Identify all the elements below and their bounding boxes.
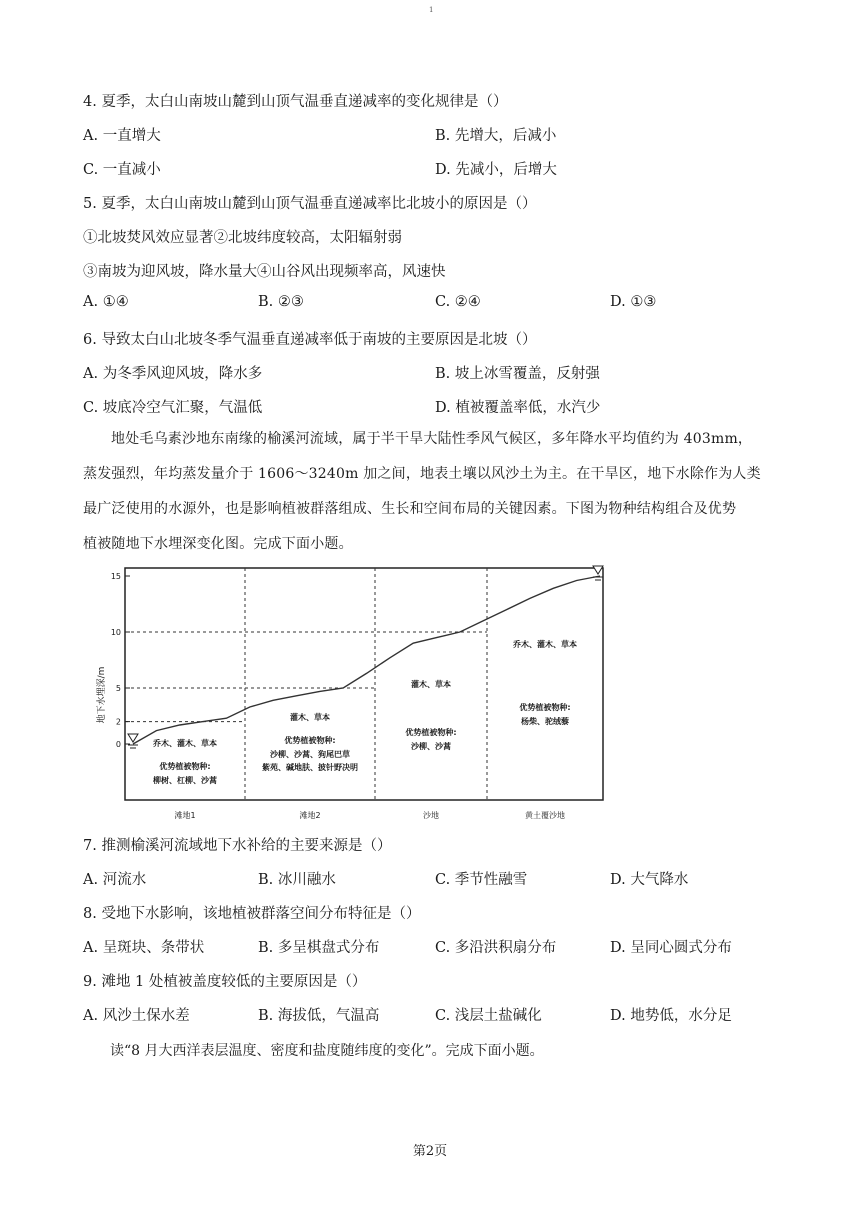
question-5-option-b[interactable]: B. ②③: [258, 294, 304, 310]
question-5-option-d[interactable]: D. ①③: [610, 294, 657, 310]
y-tick-label: 0: [115, 740, 121, 749]
water-level-triangle: [128, 734, 138, 742]
question-5-stem: 5. 夏季，太白山南坡山麓到山顶气温垂直递减率比北坡小的原因是（）: [83, 196, 537, 212]
question-7-stem: 7. 推测榆溪河流域地下水补给的主要来源是（）: [83, 838, 392, 854]
question-6-option-a[interactable]: A. 为冬季风迎风坡，降水多: [83, 366, 263, 382]
zone-dominant-species: 沙柳、沙蒿、狗尾巴草: [270, 750, 350, 759]
question-5-option-c[interactable]: C. ②④: [435, 294, 481, 310]
question-9-stem: 9. 滩地 1 处植被盖度较低的主要原因是（）: [83, 974, 367, 990]
question-4-option-d[interactable]: D. 先减小，后增大: [435, 162, 557, 178]
y-axis-label: 地下水埋深/m: [97, 666, 107, 724]
zone-dominant-species: 杨柴、驼绒藜: [521, 717, 569, 726]
water-level-icon: [593, 566, 603, 580]
zone-species: 灌木、草本: [411, 680, 451, 689]
question-9-option-c[interactable]: C. 浅层土盐碱化: [435, 1008, 542, 1024]
question-5-statements-1: ①北坡焚风效应显著②北坡纬度较高，太阳辐射弱: [83, 230, 402, 246]
question-7-option-c[interactable]: C. 季节性融雪: [435, 872, 528, 888]
y-tick-label: 10: [110, 628, 121, 637]
water-level-triangle: [593, 566, 603, 574]
zone-dominant-species: 紫苑、碱地肤、披针野决明: [262, 763, 358, 772]
page-top-mark: 1: [429, 6, 434, 14]
y-tick-label: 2: [115, 717, 121, 727]
question-7-option-a[interactable]: A. 河流水: [83, 872, 147, 888]
question-6-option-b[interactable]: B. 坡上冰雪覆盖，反射强: [435, 366, 600, 382]
question-6-option-c[interactable]: C. 坡底冷空气汇聚，气温低: [83, 400, 263, 416]
question-5-option-a[interactable]: A. ①④: [83, 294, 129, 310]
water-level-icon: [128, 734, 138, 748]
question-9-option-a[interactable]: A. 风沙土保水差: [83, 1008, 190, 1024]
question-4-stem: 4. 夏季，太白山南坡山麓到山顶气温垂直递减率的变化规律是（）: [83, 94, 508, 110]
zone-name: 沙地: [423, 811, 439, 820]
question-4-option-c[interactable]: C. 一直减小: [83, 162, 161, 178]
passage-line-2: 蒸发强烈，年均蒸发量介于 1606～3240m 加之间，地表土壤以风沙土为主。在干旱区，地下水除作为人类: [83, 466, 761, 482]
question-9-option-b[interactable]: B. 海拔低，气温高: [258, 1008, 380, 1024]
question-8-option-d[interactable]: D. 呈同心圆式分布: [610, 940, 732, 956]
question-6-option-d[interactable]: D. 植被覆盖率低，水汽少: [435, 400, 601, 416]
passage-line-1: 地处毛乌素沙地东南缘的榆溪河流域，属于半干旱大陆性季风气候区，多年降水平均值约为 403mm，: [111, 431, 753, 447]
closing-line: 读“8 月大西洋表层温度、密度和盐度随纬度的变化”。完成下面小题。: [110, 1043, 544, 1059]
question-7-option-b[interactable]: B. 冰川融水: [258, 872, 336, 888]
zone-dominant-label: 优势植被物种:: [159, 762, 211, 771]
question-6-stem: 6. 导致太白山北坡冬季气温垂直递减率低于南坡的主要原因是北坡（）: [83, 332, 537, 348]
groundwater-depth-figure: [95, 560, 620, 825]
question-8-stem: 8. 受地下水影响，该地植被群落空间分布特征是（）: [83, 906, 421, 922]
zone-species: 乔木、灌木、草本: [513, 640, 577, 649]
zone-species: 灌木、草本: [290, 713, 330, 722]
question-4-option-b[interactable]: B. 先增大，后减小: [435, 128, 557, 144]
question-8-option-a[interactable]: A. 呈斑块、条带状: [83, 940, 205, 956]
zone-dominant-label: 优势植被物种:: [284, 736, 336, 745]
question-4-option-a[interactable]: A. 一直增大: [83, 128, 161, 144]
question-5-statements-2: ③南坡为迎风坡，降水量大④山谷风出现频率高，风速快: [83, 264, 446, 280]
y-tick-label: 5: [115, 684, 121, 693]
passage-line-4: 植被随地下水埋深变化图。完成下面小题。: [83, 536, 353, 552]
zone-name: 黄土覆沙地: [525, 811, 565, 820]
question-7-option-d[interactable]: D. 大气降水: [610, 872, 689, 888]
question-8-option-c[interactable]: C. 多沿洪积扇分布: [435, 940, 557, 956]
passage: [83, 422, 783, 562]
zone-dominant-species: 柳树、杠柳、沙蒿: [153, 776, 217, 785]
page-footer: 第2页: [412, 1144, 448, 1159]
zone-annotations: [152, 639, 577, 820]
zone-dominant-species: 沙柳、沙蒿: [411, 742, 451, 751]
reference-lines: [125, 632, 487, 722]
question-8-option-b[interactable]: B. 多呈棋盘式分布: [258, 940, 380, 956]
passage-line-3: 最广泛使用的水源外，也是影响植被群落组成、生长和空间布局的关键因素。下图为物种结构组合及优势: [83, 501, 737, 517]
zone-name: 滩地1: [174, 811, 196, 820]
y-tick-label: 15: [110, 572, 121, 581]
question-9-option-d[interactable]: D. 地势低，水分足: [610, 1008, 732, 1024]
y-ticks: [111, 572, 130, 749]
zone-dominant-label: 优势植被物种:: [519, 703, 571, 712]
zone-name: 滩地2: [299, 811, 321, 820]
zone-dominant-label: 优势植被物种:: [405, 728, 457, 737]
zone-species: 乔木、灌木、草本: [153, 739, 217, 748]
